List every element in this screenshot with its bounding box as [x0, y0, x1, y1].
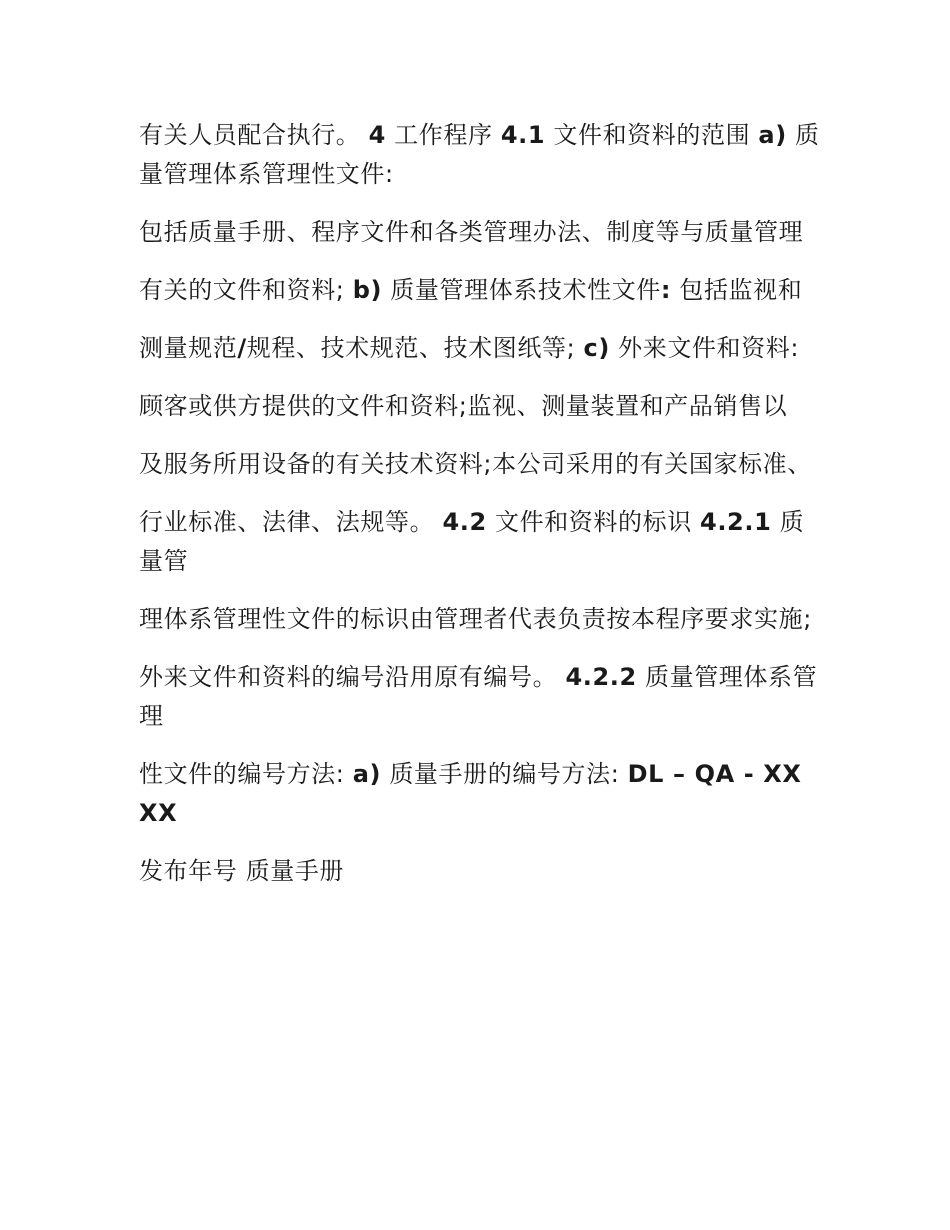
text-segment: 及服务所用设备的有关技术资料;本公司采用的有关国家标准、: [139, 450, 812, 478]
text-segment: 质量管理体系技术性文件: [382, 276, 661, 304]
text-segment: 工作程序: [385, 121, 501, 149]
text-segment: 行业标准、法律、法规等。: [139, 508, 443, 536]
text-segment: 文件和资料的标识: [486, 508, 701, 536]
text-segment: 有关的文件和资料;: [139, 276, 353, 304]
text-segment: 质量手册的编号方法:: [381, 760, 628, 788]
paragraph-4: [139, 329, 820, 368]
slash-mark: /: [237, 334, 247, 362]
text-segment: 文件和资料的范围: [545, 121, 759, 149]
paragraph-9: [139, 658, 820, 736]
list-marker: b): [352, 276, 383, 304]
text-segment: 顾客或供方提供的文件和资料;监视、测量装置和产品销售以: [139, 392, 788, 420]
text-segment: 质量管理体系管理: [139, 663, 818, 730]
paragraph-3: [139, 271, 820, 310]
paragraph-2: [139, 213, 820, 252]
section-number: 4.2.1: [700, 508, 772, 536]
text-segment: 包括质量手册、程序文件和各类管理办法、制度等与质量管理: [139, 218, 804, 246]
section-number: 4.1: [500, 121, 546, 149]
list-marker: a): [352, 760, 382, 788]
paragraph-8: [139, 600, 820, 639]
paragraph-6: [139, 445, 820, 484]
text-segment: 外来文件和资料:: [609, 334, 800, 362]
document-code: DL – QA - XXXX: [139, 760, 802, 827]
text-segment: 规程、技术规范、技术图纸等;: [246, 334, 584, 362]
section-number: 4.2.2: [565, 663, 637, 691]
text-segment: 包括监视和: [671, 276, 803, 304]
text-segment: 质量管理体系管理性文件:: [139, 121, 820, 188]
text-segment: 理体系管理性文件的标识由管理者代表负责按本程序要求实施;: [139, 605, 812, 633]
list-marker: c): [583, 334, 610, 362]
paragraph-7: [139, 503, 820, 581]
paragraph-10: [139, 755, 820, 833]
paragraph-11: [139, 852, 820, 891]
text-segment: 质量管: [139, 508, 805, 575]
text-segment: 发布年号 质量手册: [139, 857, 345, 885]
colon-mark: :: [660, 276, 672, 304]
text-segment: 有关人员配合执行。: [139, 121, 369, 149]
paragraph-1: [139, 116, 820, 194]
paragraph-5: [139, 387, 820, 426]
text-segment: 性文件的编号方法:: [139, 760, 353, 788]
list-marker: a): [758, 121, 787, 149]
section-number: 4: [368, 121, 386, 149]
section-number: 4.2: [442, 508, 487, 536]
text-segment: 测量规范: [139, 334, 238, 362]
text-segment: 外来文件和资料的编号沿用原有编号。: [139, 663, 566, 691]
